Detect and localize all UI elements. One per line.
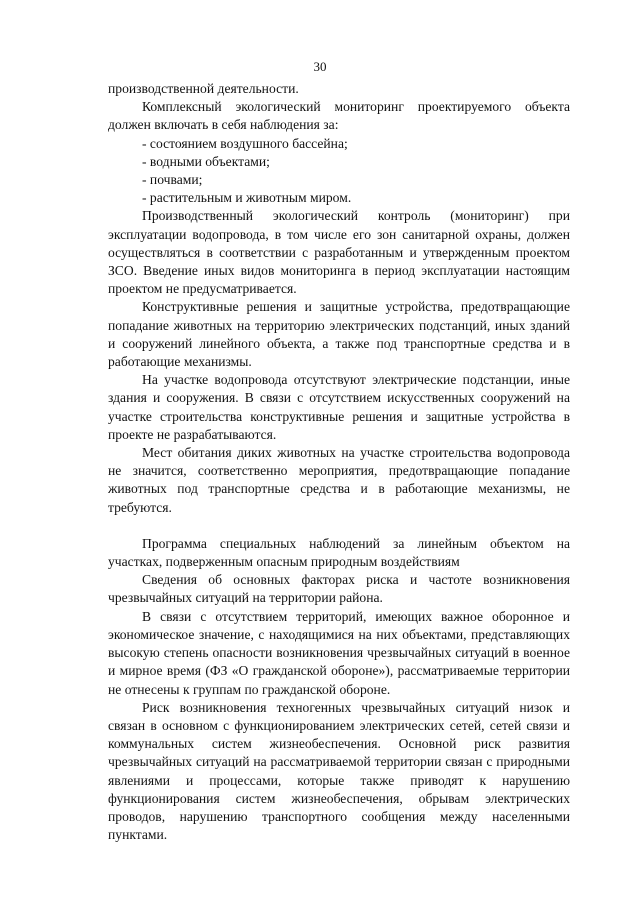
- paragraph-continuation: производственной деятельности.: [108, 81, 299, 96]
- section-spacer: [108, 517, 570, 535]
- paragraph-protective-devices: Конструктивные решения и защитные устройства, предотвращающие попадание животных на территорию электрических подстанций, иных зданий и сооружений линейного объекта, а также под транспортные средства и в работающие механизмы.: [108, 299, 570, 370]
- list-item: - состоянием воздушного бассейна;: [142, 135, 348, 151]
- list-item: - растительным и животным миром.: [142, 190, 352, 206]
- paragraph-risk-factors: Сведения об основных факторах риска и частоте возникновения чрезвычайных ситуаций на территории района.: [108, 572, 570, 606]
- paragraph-monitoring-intro: Комплексный экологический мониторинг проектируемого объекта должен включать в себя наблюдения за:: [108, 99, 570, 133]
- paragraph-civil-defense: В связи с отсутствием территорий, имеющих важное оборонное и экономическое значение, с находящимися на них объектами, представляющих высокую степень опасности возникновения чрезвычайных ситуаций в военное и мирное время (ФЗ «О гражданской обороне»), рассматриваемые территории не отнесены к группам по гражданской обороне.: [108, 608, 570, 697]
- document-body: [108, 80, 570, 844]
- monitoring-list: [108, 135, 570, 208]
- paragraph-wildlife-habitats: Мест обитания диких животных на участке строительства водопровода не значится, соответственно мероприятия, предотвращающие попадание животных под транспортные средства и в работающие механизмы, не требуются.: [108, 445, 570, 515]
- paragraph-technogenic-risk: Риск возникновения техногенных чрезвычайных ситуаций низок и связан в основном с функционированием электрических сетей, сетей связи и коммунальных систем жизнеобеспечения. Основной риск развития чрезвычайных ситуаций на рассматриваемой территории связан с природными явлениями и процессами, которые также приводят к нарушению функционирования систем жизнеобеспечения, обрывам электрических проводов, нарушению транспортного сообщения между населенными пунктами.: [108, 699, 570, 843]
- section-heading-observation-program: Программа специальных наблюдений за линейным объектом на участках, подверженным опасным природным воздействиям: [108, 535, 570, 570]
- paragraph-production-control: Производственный экологический контроль (мониторинг) при эксплуатации водопровода, в том числе его зон санитарной охраны, должен осуществляться в соответствии с разработанным и утвержденным проектом ЗСО. Введение иных видов мониторинга в период эксплуатации настоящим проектом не предусматривается.: [108, 208, 570, 297]
- list-item: - почвами;: [142, 172, 203, 188]
- page-number: 30: [313, 59, 327, 74]
- paragraph-no-substations: На участке водопровода отсутствуют электрические подстанции, иные здания и сооружения. В связи с отсутствием искусственных сооружений на участке строительства конструктивные решения и защитные устройства в проекте не разрабатываются.: [108, 372, 570, 442]
- list-item: - водными объектами;: [142, 153, 270, 169]
